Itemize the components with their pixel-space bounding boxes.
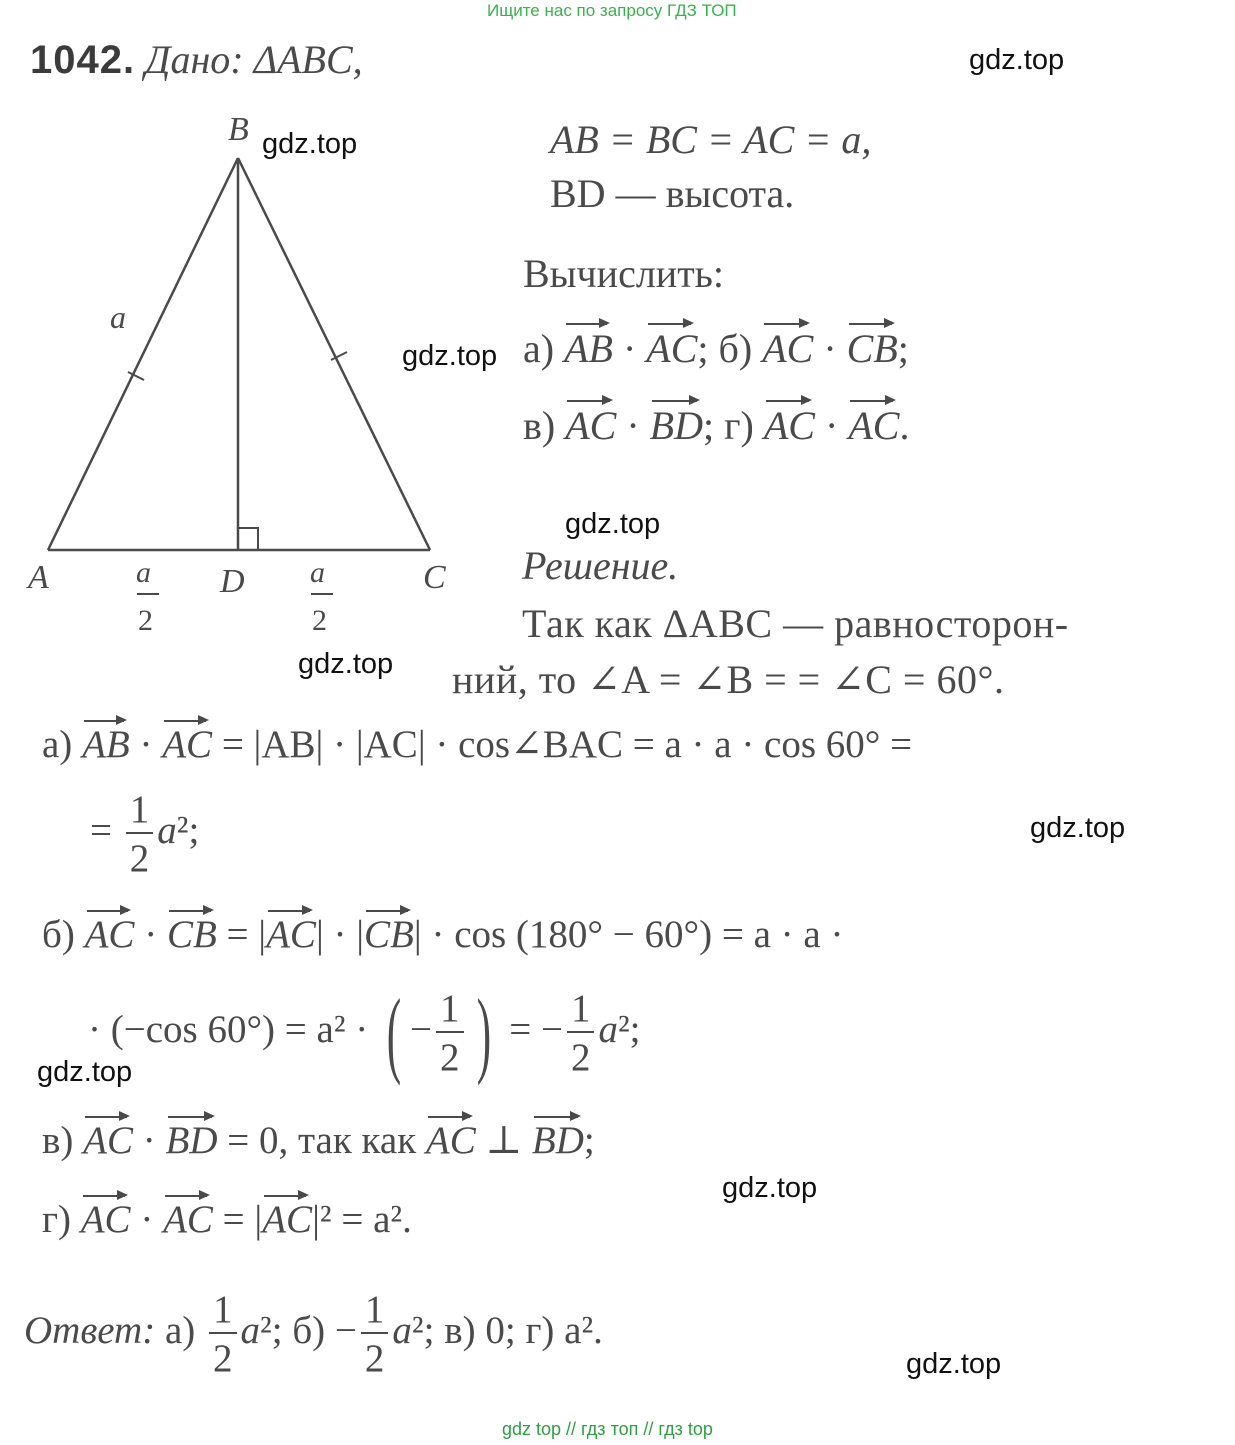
right-angle-mark <box>238 528 258 550</box>
solution-b-line-2: · (−cos 60°) = a² · ( − $\frac{1}{2}$ ) = − $\frac{1}{2}$ a²; <box>88 979 641 1086</box>
watermark: gdz.top <box>722 1172 818 1204</box>
watermark: gdz.top <box>565 508 661 540</box>
label-side-a: a <box>110 299 126 335</box>
solution-g-line: г) AC · AC = |AC|² = a². <box>42 1198 412 1241</box>
answer-a-marker: а) <box>164 1308 196 1352</box>
condition-height <box>550 170 794 217</box>
solution-b-line-1: б) AC · CB = |AC| · |CB| · cos (180° − 60°) = a · a · <box>42 913 844 956</box>
half-left-num: a <box>136 556 151 589</box>
answer-v: в) 0; <box>444 1308 516 1352</box>
task-line-2: в) AC · BD; г) AC · AC. <box>523 403 910 448</box>
solution-heading: Решение. <box>522 543 679 588</box>
solution-b-text: cos (180° − 60°) = a · a · <box>454 913 844 956</box>
watermark: gdz.top <box>298 648 394 680</box>
frac-num: 1 <box>436 989 464 1033</box>
solution-intro-2: ний, то ∠A = ∠B = = ∠C = 60°. <box>452 657 1005 702</box>
given-label: Дано: ΔABC, <box>145 37 363 82</box>
answer-label: Ответ: <box>24 1308 156 1352</box>
task-a-marker: а) <box>523 326 555 371</box>
triangle-figure <box>20 110 460 650</box>
half-right-den: 2 <box>312 604 327 637</box>
solution-a-text: = |AB| · |AC| · cos∠BAC = a · a · cos 60° = <box>221 723 913 766</box>
frac-den: 2 <box>570 1036 591 1079</box>
task-v-marker: в) <box>523 403 556 448</box>
label-c: C <box>423 559 446 596</box>
condition-sides: AB = BC = AC = a, <box>550 117 872 162</box>
frac-den: 2 <box>440 1036 460 1079</box>
frac-den: 2 <box>213 1337 233 1380</box>
watermark: gdz.top <box>262 128 358 160</box>
side-ab <box>48 158 238 550</box>
answer-b-marker: б) <box>292 1308 326 1352</box>
task-line-1: а) AB · AC; б) AC · CB; <box>523 326 909 371</box>
label-d: D <box>220 563 245 600</box>
compute-label: Вычислить: <box>523 251 725 296</box>
footer-links[interactable]: gdz top // гдз топ // гдз top <box>502 1419 713 1439</box>
solution-b-marker: б) <box>42 913 75 956</box>
label-b: B <box>228 111 249 148</box>
solution-a-line-1: а) AB · AC = |AB| · |AC| · cos∠BAC = a · a · cos 60° = <box>42 723 913 766</box>
task-g-marker: г) <box>724 403 754 448</box>
watermark: gdz.top <box>969 44 1065 76</box>
frac-num: 1 <box>567 989 595 1033</box>
watermark: gdz.top <box>37 1056 133 1088</box>
solution-b-line2-text: · (−cos 60°) = a² · <box>88 1007 369 1051</box>
frac-num: 1 <box>126 790 154 834</box>
frac-num: 1 <box>361 1290 389 1334</box>
top-banner: Ищите нас по запросу ГДЗ ТОП <box>487 1 737 20</box>
problem-number: 1042. <box>30 38 136 82</box>
watermark: gdz.top <box>402 340 498 372</box>
task-b-marker: б) <box>718 326 753 371</box>
side-bc <box>238 158 430 550</box>
solution-a-marker: а) <box>42 723 73 766</box>
solution-intro-1: Так как ΔABC — равносторон- <box>522 601 1069 646</box>
solution-g-text: = a². <box>341 1198 412 1241</box>
half-left-den: 2 <box>138 604 153 637</box>
frac-den: 2 <box>364 1337 385 1380</box>
answer-line: Ответ: а) $\frac{1}{2}$ a²; б) − $\frac{1}{2}$ a²; в) 0; г) a². <box>24 1288 603 1380</box>
half-right-num: a <box>310 556 325 589</box>
solution-g-marker: г) <box>42 1198 71 1241</box>
frac-den: 2 <box>129 837 150 880</box>
answer-g: г) a². <box>525 1308 603 1352</box>
watermark: gdz.top <box>1030 812 1126 844</box>
solution-v-marker: в) <box>42 1119 74 1162</box>
label-a: A <box>28 559 49 596</box>
condition-height-text: BD — высота. <box>550 171 795 216</box>
watermark: gdz.top <box>906 1348 1002 1380</box>
solution-v-text: = 0, так как <box>227 1119 417 1162</box>
frac-num: 1 <box>209 1290 237 1334</box>
solution-a-line-2: = $\frac{1}{2}$ a²; <box>90 788 200 880</box>
solution-v-line: в) AC · BD = 0, так как AC ⊥ BD; <box>42 1119 595 1162</box>
